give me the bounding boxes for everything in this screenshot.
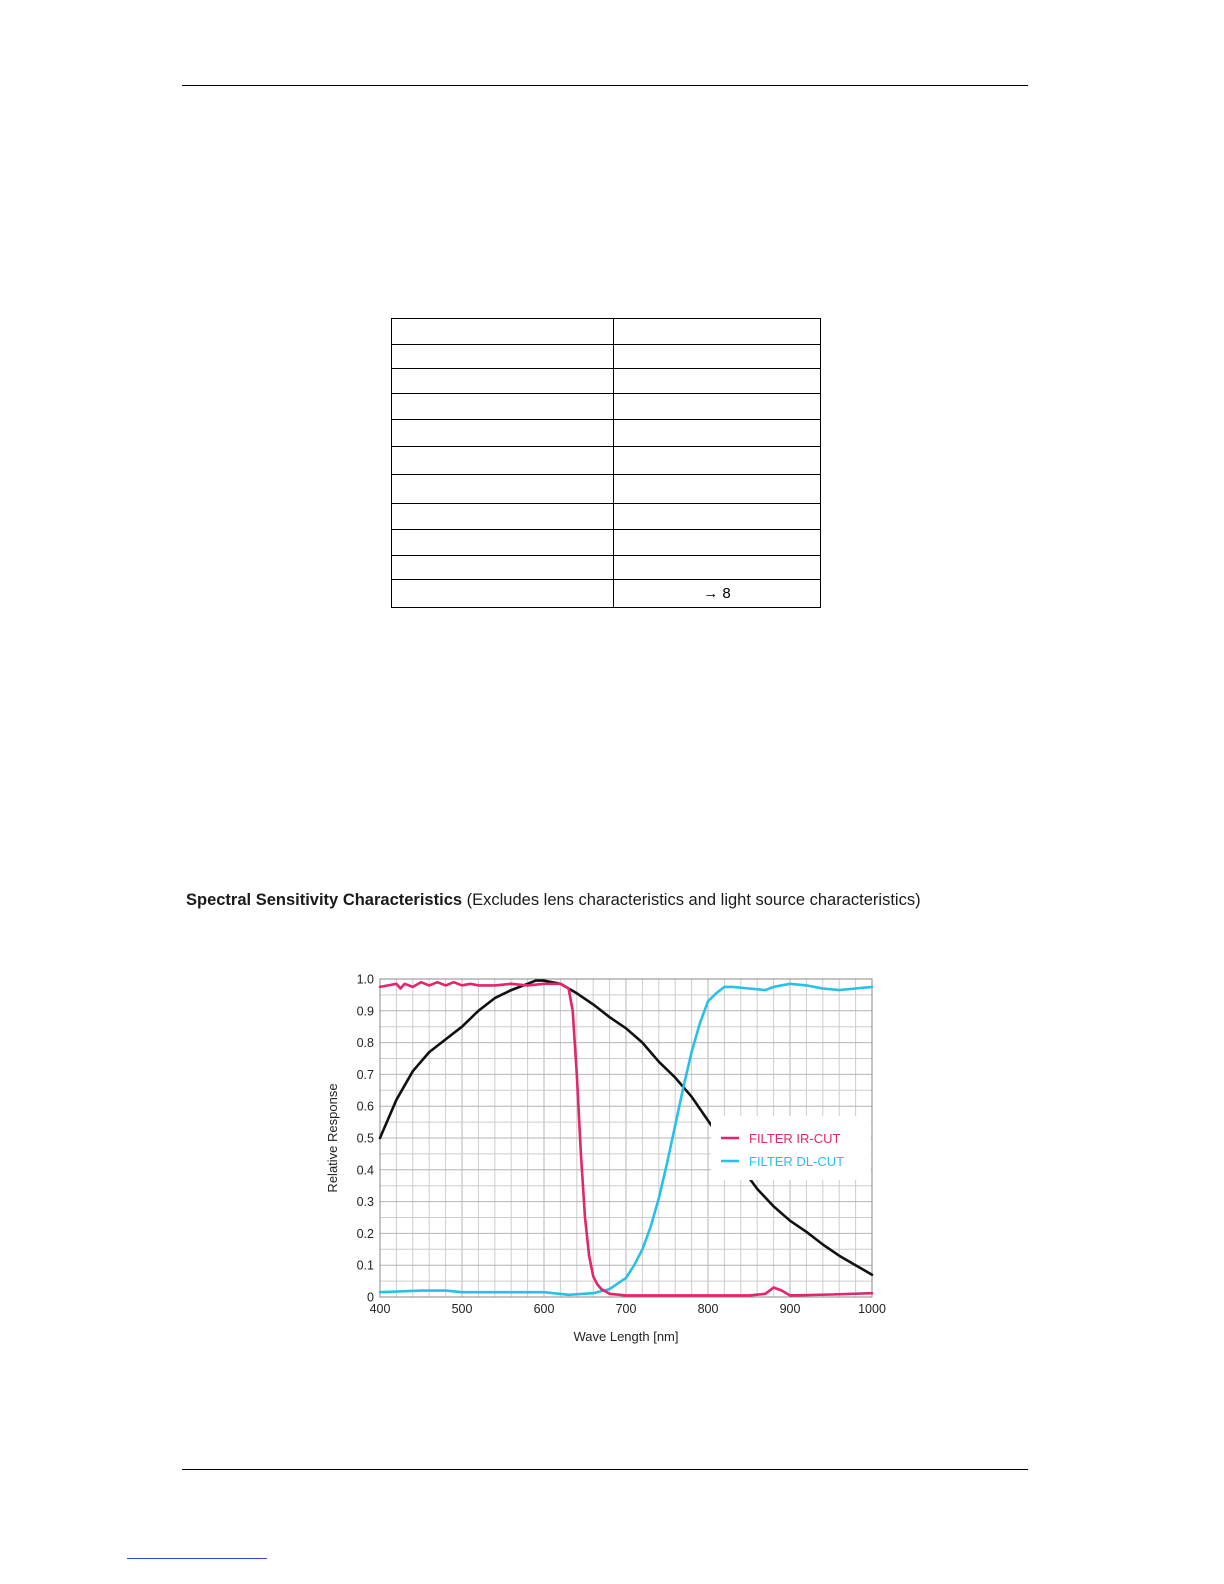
x-tick-label: 400: [369, 1302, 391, 1316]
table-row: [392, 369, 821, 394]
table-cell: [614, 345, 821, 369]
table-row: [392, 580, 821, 608]
table-cell: [392, 345, 614, 369]
y-tick-label: 0.1: [356, 1258, 374, 1273]
x-tick-label: 1000: [858, 1302, 886, 1316]
table-cell: [614, 556, 821, 580]
table-row: [392, 530, 821, 556]
table-cell: [614, 420, 821, 447]
table-cell: [392, 580, 614, 608]
table-row: [392, 447, 821, 475]
table-cell: [392, 447, 614, 475]
table-cell: [392, 475, 614, 504]
table-row: [392, 475, 821, 504]
y-axis-label: Relative Response: [325, 1083, 340, 1193]
y-tick-label: 0: [367, 1290, 374, 1305]
table-cell: [614, 475, 821, 504]
x-tick-label: 600: [533, 1302, 555, 1316]
y-tick-label: 0.6: [356, 1099, 374, 1114]
x-tick-label: 700: [615, 1302, 637, 1316]
y-tick-label: 1.0: [356, 972, 374, 987]
chart-caption-bold: Spectral Sensitivity Characteristics: [186, 891, 463, 909]
table-cell: [614, 319, 821, 345]
header-rule: [182, 85, 1028, 86]
chart-caption-rest: (Excludes lens characteristics and light source characteristics): [462, 891, 921, 909]
table-cell: [392, 504, 614, 530]
table-row: [392, 504, 821, 530]
x-tick-label: 800: [697, 1302, 719, 1316]
x-tick-label: 900: [779, 1302, 801, 1316]
table-cell: [614, 530, 821, 556]
footnote-separator: [127, 1558, 267, 1559]
spec-table: [391, 318, 821, 608]
table-cell: [392, 556, 614, 580]
table-row: [392, 345, 821, 369]
table-cell: [392, 319, 614, 345]
table-cell: [614, 394, 821, 420]
legend-label: FILTER IR-CUT: [749, 1131, 841, 1146]
legend-box: [711, 1116, 871, 1180]
y-tick-label: 0.4: [356, 1163, 374, 1178]
table-cell: [392, 530, 614, 556]
table-cell: [392, 369, 614, 394]
table-row: [392, 556, 821, 580]
y-tick-label: 0.7: [356, 1067, 374, 1082]
table-row: [392, 394, 821, 420]
y-tick-label: 0.2: [356, 1226, 374, 1241]
table-cell: [392, 394, 614, 420]
table-cell: [614, 447, 821, 475]
y-tick-label: 0.9: [356, 1004, 374, 1019]
spectral-sensitivity-chart: [318, 962, 898, 1357]
y-tick-label: 0.5: [356, 1131, 374, 1146]
table-cell: → 8: [614, 580, 821, 608]
footer-rule: [182, 1469, 1028, 1470]
y-tick-label: 0.8: [356, 1036, 374, 1051]
x-tick-label: 500: [451, 1302, 473, 1316]
y-tick-label: 0.3: [356, 1195, 374, 1210]
table-cell: [614, 369, 821, 394]
chart-caption: [186, 891, 921, 910]
table-cell: [614, 504, 821, 530]
x-axis-label: Wave Length [nm]: [573, 1329, 679, 1344]
legend-label: FILTER DL-CUT: [749, 1154, 845, 1169]
table-row: [392, 420, 821, 447]
table-row: [392, 319, 821, 345]
table-cell: [392, 420, 614, 447]
